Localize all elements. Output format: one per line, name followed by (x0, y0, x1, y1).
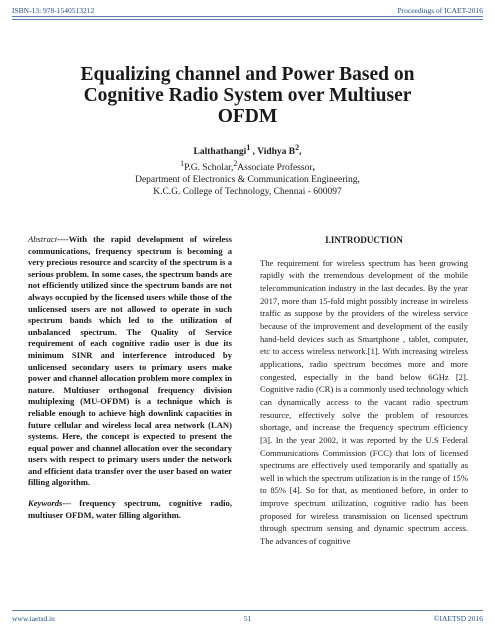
section-heading: I.INTRODUCTION (325, 235, 403, 245)
title-line: OFDM (217, 106, 278, 127)
footer-rule (12, 610, 483, 611)
keywords-body: --- frequency spectrum, cognitive radio, multiuser OFDM, water filling algorithm. (28, 498, 232, 520)
page-header (12, 6, 483, 30)
header-rule (12, 16, 483, 20)
abstract (28, 234, 232, 489)
footer-website: www.iaetsd.in (12, 614, 55, 623)
keywords-label: Keywords (28, 498, 63, 509)
title-line: Equalizing channel and Power Based on (80, 64, 415, 85)
left-column (28, 234, 232, 521)
author-college: K.C.G. College of Technology, Chennai - 600097 (153, 187, 342, 198)
right-column (260, 234, 468, 548)
author-names: Lalthathangi$^1$ , Vidhya $B^2$, (193, 143, 302, 158)
abstract-body: ----With the rapid development of wireless communications, frequency spectrum is becoming a very precious resource and scarcity of the spectrum is a serious problem. In some cases, the spectrum bands are not efficiently utilized since the spectrum bands are not always occupied by the licensed users while those of the unlicensed users are not allowed to operate in such spectrum bands which led to the utilization of unbalanced spectrum. The Quality of Service requirement of each cognitive radio user is due its minimum SINR and interference introduced by unlicensed secondary users to primary users make power and channel allocation problem more complex in nature. Multiuser orthogonal frequency division multiplexing (MU-OFDM) is a technique which is reliable enough to achieve high downlink capacities in future cellular and wireless local area network (LAN) systems. Here, the concept is expected to present the equal power and channel allocation over the secondary users with respect to primary users under the network and efficient data transfer over the user based on water filling algorithm. (28, 234, 232, 488)
paper-title (40, 64, 455, 127)
page-footer (12, 614, 483, 626)
abstract-label: Abstract (28, 234, 58, 244)
author-roles: $^1$P.G. Scholar,$^2$Associate Professor, (180, 159, 315, 174)
page-number: 51 (243, 614, 252, 623)
title-line: Cognitive Radio System over Multiuser (83, 85, 412, 106)
introduction-body: The requirement for wireless spectrum has been growing rapidly with the tremendous development of the mobile telecommunication industry in the last decades. By the year 2017, more than 15-fold might possibly increase in wireless traffic as suppose by the providers of the wireless service because of the improvement and development of the easily hand-held devices such as Smartphone , tablet, computer, etc to access wireless network.[1]. With increasing wireless applications, radio spectrum becomes more and more congested, especially in the band below 6GHz [2]. Cognitive radio (CR) is a commonly used technology which can dynamically access to the vacant radio spectrum resource, effectively solve the problem of resources shortage, and increase the frequency spectrum efficiency [3]. In the year 2002, it was reported by the U.S Federal Communications Commission (FCC) that lots of licensed spectrums are effectively used temporarily and spatially as well in which the spectrum utilization is in the range of 15% to 85% [4]. So for that, as mentioned before, in order to improve spectrum utilization, cognitive radio has been proposed for wireless transmission on licensed spectrum through spectrum sensing and dynamic spectrum access. The advances of cognitive (260, 257, 468, 547)
footer-copyright: ©IAETSD 2016 (433, 614, 483, 623)
keywords (28, 498, 232, 521)
author-block (20, 142, 475, 198)
isbn-text: ISBN-13: 978-1540513212 (12, 6, 95, 15)
proceedings-text: Proceedings of ICAET-2016 (397, 6, 483, 15)
author-department: Department of Electronics & Communication Engineering, (135, 175, 360, 186)
